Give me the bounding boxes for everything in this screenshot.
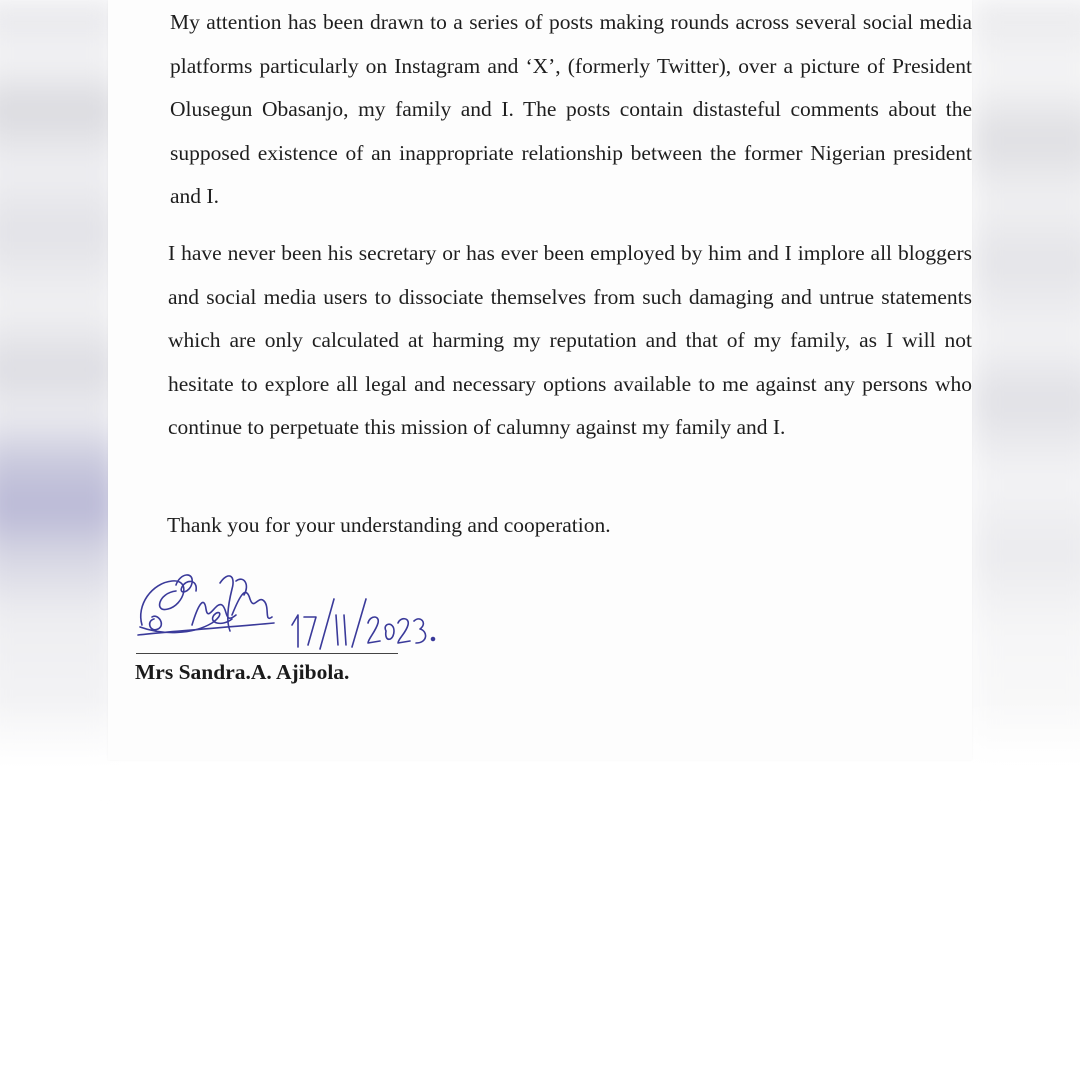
blurred-background-left — [0, 0, 120, 770]
handwritten-signature — [132, 565, 452, 665]
signature-image — [132, 565, 452, 665]
signer-name: Mrs Sandra.A. Ajibola. — [135, 660, 350, 684]
signature-line — [136, 653, 398, 654]
letter-page — [108, 0, 972, 760]
blurred-background-right — [970, 0, 1080, 770]
letter-paragraph: My attention has been drawn to a series of posts making rounds across several social media platforms particularly on Instagram and ‘X’, (formerly Twitter), over a picture of President Olusegun Obasanjo, my family and I. The posts contain distasteful comments about the supposed existence of an inappropriate relationship between the former Nigerian president and I. — [170, 10, 972, 208]
letter-paragraph: Thank you for your understanding and cooperation. — [167, 513, 611, 537]
letter-paragraph: I have never been his secretary or has ever been employed by him and I implore all bloggers and social media users to dissociate themselves from such damaging and untrue statements which are only calculated at harming my reputation and that of my family, as I will not hesitate to explore all legal and necessary options available to me against any persons who continue to perpetuate this mission of calumny against my family and I. — [168, 241, 972, 439]
